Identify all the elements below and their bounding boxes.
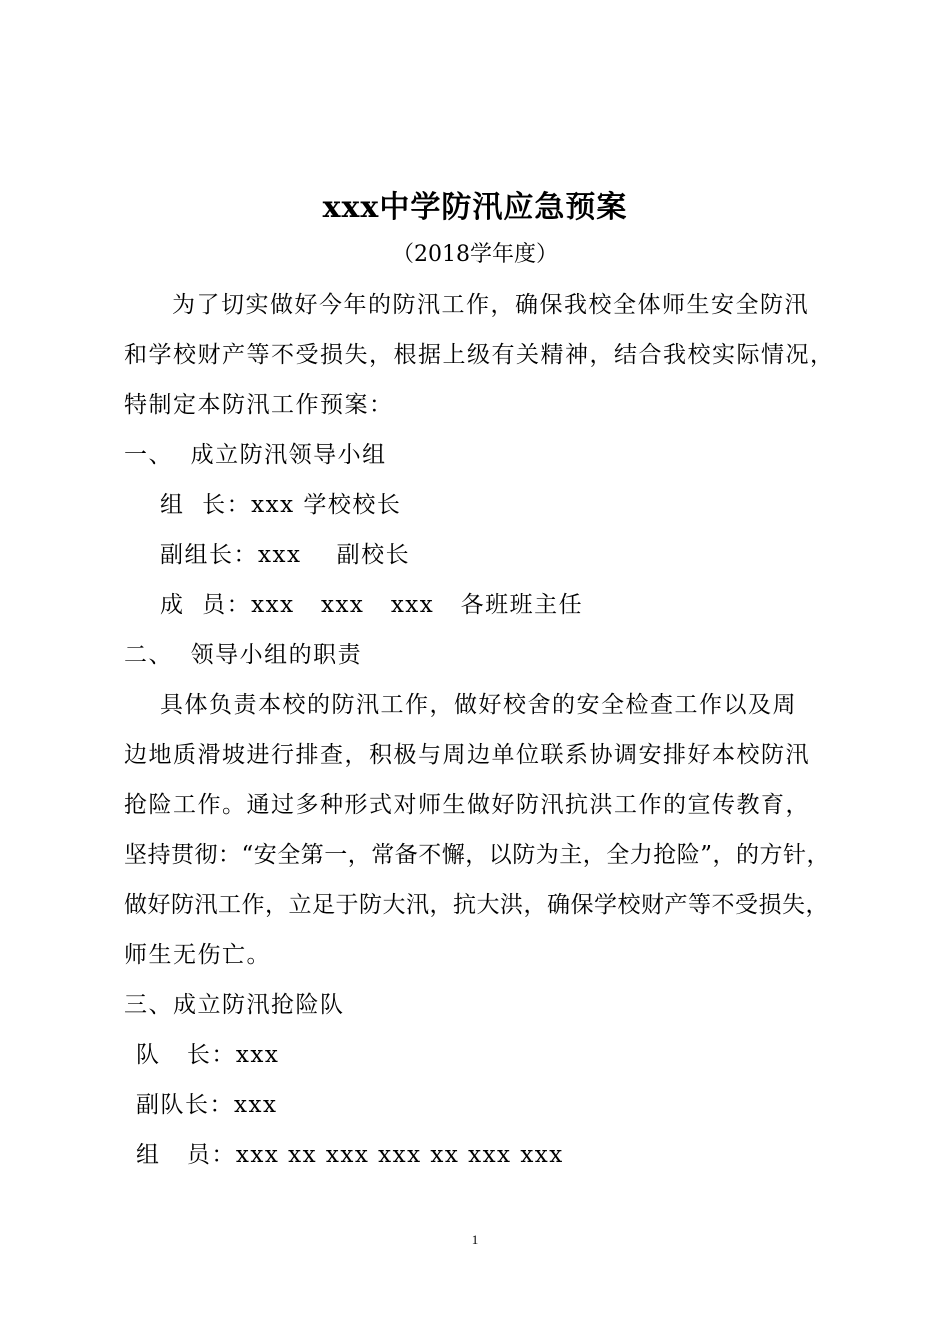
intro-line-1: 为了切实做好今年的防汛工作，确保我校全体师生安全防汛 — [172, 292, 809, 318]
section-2-body-line-4: 坚持贯彻：“安全第一，常备不懈，以防为主，全力抢险”，的方针， — [124, 842, 831, 868]
intro-line-3: 特制定本防汛工作预案： — [124, 392, 394, 418]
section-3-heading: 三、成立防汛抢险队 — [124, 992, 345, 1018]
section-1-deputy: 副组长：xxx 副校长 — [160, 542, 411, 568]
section-3-captain: 队 长：xxx — [136, 1042, 280, 1068]
section-2-body-line-6: 师生无伤亡。 — [124, 942, 271, 968]
section-2-body-line-3: 抢险工作。通过多种形式对师生做好防汛抗洪工作的宣传教育， — [124, 792, 810, 818]
intro-line-2: 和学校财产等不受损失，根据上级有关精神，结合我校实际情况， — [124, 342, 835, 368]
section-2-body-line-5: 做好防汛工作，立足于防大汛，抗大洪，确保学校财产等不受损失， — [124, 892, 829, 918]
section-3-members: 组 员：xxx xx xxx xxx xx xxx xxx — [136, 1142, 564, 1168]
section-2-body-line-1: 具体负责本校的防汛工作，做好校舍的安全检查工作以及周 — [160, 692, 797, 718]
document-subtitle: （2018学年度） — [392, 242, 558, 267]
page-number: 1 — [471, 1232, 479, 1247]
section-1-members: 成 员：xxx xxx xxx 各班班主任 — [160, 592, 584, 618]
section-2-heading: 二、 领导小组的职责 — [124, 642, 363, 668]
section-1-heading: 一、 成立防汛领导小组 — [124, 442, 387, 468]
document-title: xxx中学防汛应急预案 — [322, 190, 628, 225]
section-1-leader: 组 长：xxx 学校校长 — [160, 492, 402, 518]
section-2-body-line-2: 边地质滑坡进行排查，积极与周边单位联系协调安排好本校防汛 — [124, 742, 810, 768]
section-3-vice-captain: 副队长：xxx — [136, 1092, 278, 1118]
